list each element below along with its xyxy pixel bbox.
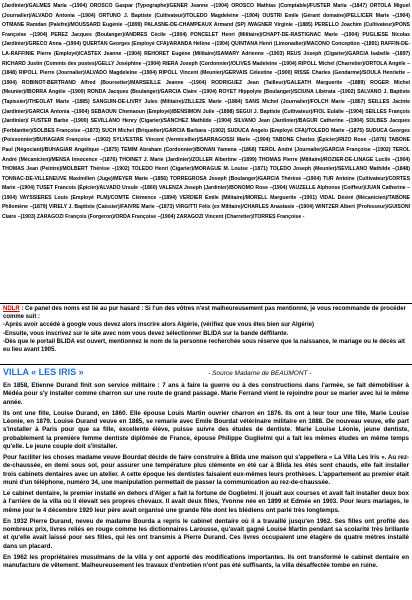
divider — [0, 303, 412, 304]
paragraph: En 1858, Etienne Durand finit son service militaire : 7 ans à faire la guerre ou à des constructions dans l'armée, se fait démobiliser à Médéa pour s'y installer comme charron sur une route de grand passage. Marie Ferrand vient le rejoindre pour se marier avec lui le même année. — [3, 382, 409, 406]
names-list: (Jardinier)/GALMES Maria –(1904) OROSCO Gaspar (Typographe)/GENER Jeanne –(1904) OROSCO Mathias (Comptable)/FUSTER Maria –(1847) ORTOLA Miguel (Journalier)/ALVADO Antonia –(1904) ORTUNO J. Baptiste (Cultivateur)/TOLEDO Magdeleine –(1904) OUSTRI Emile (Gérant domaine)/PELLICER Marie –(1904) OTMANE Ramdan (Palefre)/MOUSSARD Eugénie –(1899) PALASNE-DE-CHAMPEAUX Armand (SP) /WAGNER Virginie –(1885) PERELLO Joachim (Cultivateur)/PONS Françoise –(1904) PEREZ Jacques (Boulanger)/ANDRES Cécile –(1904) PONCELET Henri (Militaire)/CHAPT-DE-RASTIGNAC Marie –(1904) PUGLIESE Nicolas (Jardinier)/GRECO Anna –(1904) QUERTAN Georges (Employé CFA)/ARANDA Hélène –(1904) QUINTANA Henri (Limonadier)/MACONO Conception –(1891) RAFFIN-DE-LA-RAFFINIE Pierre (Employé)/CASTEX Jeanne –(1904) REHORET Eugène (Militaire)/SAMARY Adrienne –(1903) REUS Joseph (Cigarier)/GARCIA Isabelle –(1897) RICHARD Justin (Commis des postes)/GELLY Joséphine –(1904) RIERA Joseph (Cordonnier)/OLIVES Madeleine –(1904) RIPOLL Michel (Charretier)/ORTOLA Angèle –(1848) RIPOLL Pierre (Journalier)/ALVADO Magdeleine –(1904) RIPOLL Vincent (Meunier)/GERVAIS Célestine –(1900) RISSE Charles (Gendarme)/SOULA Henriette –(1904) ROBINOT-BERTRAND Alfred (Boursetier)/MARSEILLE Jeanne –(1904) RODRIGUEZ Jean (Tailleur)/GALEATH Marguerite –(1889) ROGER Michel (Meunier)/IBORRA Angèle –(1900) RONDA Jacques (Boulanger)/GARCIA Claire –(1904) ROYET Hippolyte (Boulanger)/SCIUNA Libérata –(1902) SALVANO J. Baptiste (Tapissier)/THEOLAT Marie –(1885) SANGUIN-DE-LIVRY Jules (Militaire)/ZILLEZE Marie –(1884) SANS Michel (Journalier)/FOLCH Marie –(1867) SEILLES Jacinte (Jardinier)/GARCIA Antonia –(1904) SEBAOUN Chemaoun (Employé)/BENSIMON Julie –(1898) SEGUI J. Baptiste (Cultivateur)/FIOL Eulalie –(1904) SEILLES François (Jardinier)/ FUSTER Barbe –(1900) SEVILLANO Henry (Cigarier)/SANCHEZ Mathilde –(1904) SILVANO Jean (Jardinier)/BAGUR Catherine –(1904) SOLBES Jacques (Ferblantier)/SOLBES Françoise –(1873) SUCH Michel (Briquetier)/GARCIA Barbara –(1902) SUDUCA Angelo (Employé CFA)/TOLEDO Marie –(1875) SUDUCA Georges (Poissonnier)/BUHAGIAR Françoise –(1902) SYLVESTRE Vincent (Vermicellier)/SARRAGOSSI Marie –(1904) TABONE Charles (Épicier)/RIZO Rose –(1876) TABONE Paul (Négociant)/BUHAGIAR Angélique –(1875) TEMIM Abraham (Cordonnier)/BONAN Yamena –(1868) TEROL André (Journalier)/GARCIA Françoise –(1902) TEROL André (Mécanicien)/MENSA Innocence –(1876) THOINET J. Marie (Jardinier)/ZOLLER Albertine –(1899) THOMAS Pierre (Militaire)/ROZIER-DE-LINAGE Lucile –(1904) THOMAS Jean (Peintre)/MOLBERT Thérèse –(1902) TOLEDO Henri (Cigarier)/MORAGUE M. Louise –(1871) TOLEDO Joseph (Meunier)/SEVILLANO Mathilde –(1848) TONNAC-DE-VILLENEUVE Maximilien (Juge)/MEYER Marie –(1856) TORREGROSA Joseph (Boulanger)/GARCIA Thérèse –(1904) TUR Antoine (Cultivateur)/CORTES Marie –(1904) TUSET Francois (Épicier)/ALVADO Ursule –(1860) VALENZA Joseph (Jardinier)/BONOMO Rose –(1904) VAUZELLE Alphonse (Coiffeur)/JUAN Catherine –(1904) VAYSSIERES Louis (Employé PLM)/COMTE Clémence –(1894) VERDIER Emile (Militaire)/MORELL Marguerite –(1901) VIDAL Désiré (Mécanicien)/TABONE Philomène –(1879) VIRELY J. Baptiste (Caissier)/FAIVRE Marie –(1873) VIRGITTI Félix (ex Militaire)/CHARLES Anastasie –(1904) WINTZER Albert (Professeur)/GUISONI Claire –(1903) ZARAGOZI François (Forgeron)/ORDA Françoise –(1904) ZARAGOZI Vincent (Charretier)/TORRES Françoise - — [2, 3, 410, 221]
paragraph: Ils ont une fille, Louise Durand, en 1860. Elle épouse Louis Martin ouvrier charron en 1876. Ils ont à leur tour une fille, Marie Louise Léonie, en 1879. Louise Durand veuve en 1885, se remarie avec Emile Bourdat vétérinaire militaire en 1888. De nouveau veuve, elle part s'installer à Paris pour que sa fille, excellente élève, puisse suivre des études de dentiste. Marie Louise Léonie, jeune dentiste, probablement la première femme dentiste diplômée de France, épouse Philippe Guglielmi qui a fait les mêmes études en même temps qu'elle. Le jeune couple doit s'installer. — [3, 409, 409, 450]
ndlr-step-1: -Après avoir accédé à google vous devez alors inscrire alors Algérie, (vérifiez que vous êtes bien sur Algérie) — [3, 322, 315, 329]
ndlr-intro: : Ce panel des noms est lié au pur hasard : Si l'un des vôtres n'est malheureusement pas mentionné, je vous recommande de procéder comme suit : — [3, 306, 406, 321]
ndlr-note — [3, 305, 409, 354]
paragraph: Le cabinet dentaire, le premier installé en dehors d'Alger a fait la fortune de Guglielmi. Il jouait aux courses et avait fait installer deux box à l'arrière de la villa où il élevait ses propres chevaux. Il avait deux filles, Yvonne née en 1899 et Edmée en 1903. Pour leurs mariages, le même jour le 4 décembre 1920 leur père avait organisé une grande fête dont les blédiens ont parlé très longtemps. — [3, 490, 409, 514]
divider — [0, 364, 412, 365]
ndlr-step-2: -Ensuite, vous inscrivez sur le site avec nom vous devez sélectionner BLIDA sur la bande déffilante. — [3, 330, 289, 337]
section-source: - Source Madame de BEAUMONT - — [208, 370, 312, 377]
ndlr-label: NDLR — [3, 306, 20, 312]
section-heading — [3, 367, 409, 377]
ndlr-step-3: -Dès que le portail BLIDA est ouvert, mentionnez le nom de la personne recherchée sous réserve que la naissance, le mariage ou le décès ait eu lieu avant 1905. — [3, 338, 405, 354]
paragraph: En 1932 Pierre Durand, neveu de madame Bourda a repris le cabinet dentaire où il a travaillé jusqu'en 1962. Ses filles ont profité des nombreux prix, livres reliés en rouge comme les dictionnaires Larousse, qu'avait gagné Louise Martin pendant sa scolarité très brillante et qu'elle avait laissé pour ses filles, qui les ont transmis à Pierre Durand. Ces livres occupaient une étagère de quatre mètres installé dans un placard. — [3, 517, 409, 550]
article-body — [3, 382, 409, 573]
paragraph: En 1962 les propriétaires musulmans de la villa y ont apporté des modifications importantes. Ils ont transformé le cabinet dentaire en manufacture de vêtement. Malheureusement les travaux d'entretien n'ont pas été suffisants, la villa désaffectée tombe en ruine. — [3, 553, 409, 569]
section-title: VILLA « LES IRIS » — [3, 367, 84, 377]
paragraph: Pour faciliter les choses madame veuve Bourdat décide de faire construire à Blida une maison qui s'appellera « La Villa Les Iris ». Au rez-de-chaussée, en demi sous sol, pour assurer une température plus clémente en été car à Blida les étés sont chauds, elle fait installer trois cabinets dentaires avec un atelier. A cette époque les dentistes faisaient eux-mêmes leurs prothèses. L'appartement au premier était muni d'un téléphone, numéro 34, une manipulation permettait de passer la communication au rez-de-chaussée. — [3, 454, 409, 486]
